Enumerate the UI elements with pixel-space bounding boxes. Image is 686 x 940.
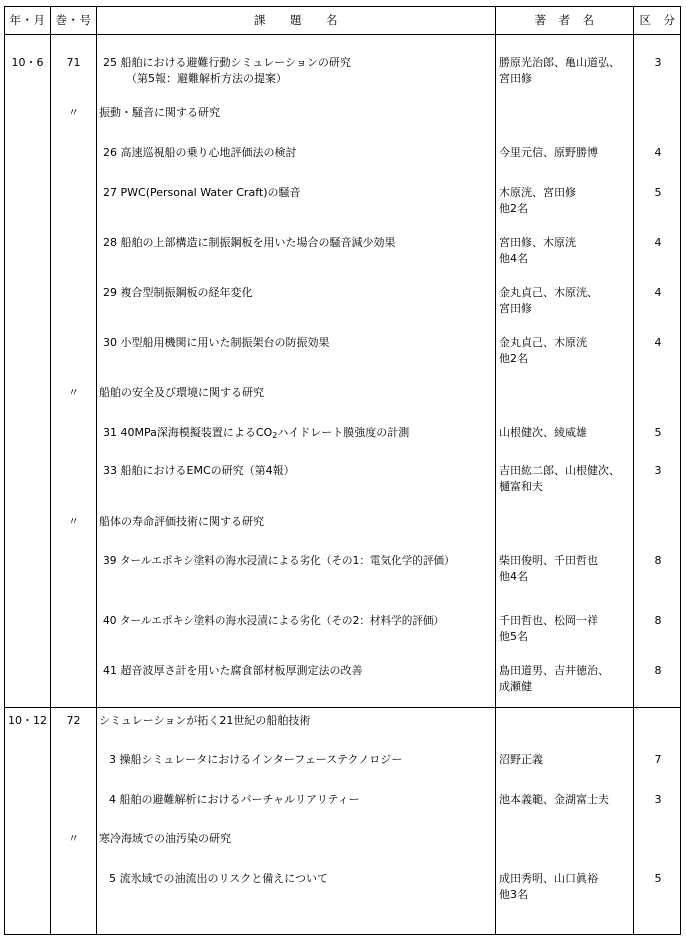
paper-authors-cont: 他4名	[499, 252, 528, 265]
row-volume: 71	[66, 56, 81, 69]
paper-authors-cont: 樋富和夫	[499, 480, 543, 493]
paper-authors: 吉田紘二郎、山根健次、	[499, 464, 620, 477]
paper-number: 39	[103, 555, 117, 567]
volume-separator	[5, 707, 680, 708]
paper-category: 4	[654, 236, 662, 249]
paper-title: 41 超音波厚さ計を用いた腐食部材板厚測定法の改善	[103, 664, 363, 677]
paper-title: 28 船舶の上部構造に制振鋼板を用いた場合の騒音減少効果	[103, 236, 396, 249]
row-date: 10・6	[11, 56, 44, 69]
group-title: 寒冷海域での油汚染の研究	[99, 832, 231, 845]
row-volume: 72	[66, 714, 81, 727]
paper-subtitle: （第5報：避難解析方法の提案）	[126, 72, 287, 85]
paper-number: 26	[103, 146, 117, 159]
paper-number: 3	[109, 753, 116, 766]
paper-category: 8	[654, 554, 662, 567]
paper-number: 29	[103, 286, 117, 299]
group-title: 船体の寿命評価技術に関する研究	[99, 515, 264, 528]
paper-authors: 金丸貞己、木原洸	[499, 336, 587, 349]
column-divider	[96, 7, 97, 934]
paper-category: 5	[654, 872, 662, 885]
ditto-mark: 〃	[68, 832, 79, 845]
paper-authors-cont: 他2名	[499, 202, 528, 215]
paper-number: 40	[103, 615, 117, 627]
group-title: シミュレーションが拓く21世紀の船舶技術	[99, 714, 311, 727]
paper-category: 7	[654, 753, 662, 766]
paper-category: 3	[654, 56, 662, 69]
paper-title: 30 小型船用機関に用いた制振架台の防振効果	[103, 336, 330, 349]
subscript: 2	[272, 431, 278, 440]
paper-number: 30	[103, 336, 117, 349]
header-date: 年・月	[9, 13, 46, 27]
paper-number: 4	[109, 793, 116, 806]
paper-authors: 山根健次、綾威雄	[499, 426, 587, 439]
paper-category: 8	[654, 664, 662, 677]
paper-category: 4	[654, 146, 662, 159]
paper-title: 29 複合型制振鋼板の経年変化	[103, 286, 253, 299]
header-authors: 著 者 名	[534, 13, 595, 27]
paper-number: 25	[103, 56, 117, 69]
paper-authors: 柴田俊明、千田哲也	[499, 554, 598, 567]
paper-title: 26 高速巡視船の乗り心地評価法の検討	[103, 146, 297, 159]
paper-authors-cont: 他4名	[499, 570, 528, 583]
paper-category: 4	[654, 286, 662, 299]
paper-title: 3 操船シミュレータにおけるインターフェーステクノロジー	[109, 753, 403, 766]
paper-number: 33	[103, 464, 117, 477]
paper-title: 40 タールエポキシ塗料の海水浸漬による劣化（その2：材料学的評価）	[103, 615, 445, 627]
paper-category: 4	[654, 336, 662, 349]
paper-title: 39 タールエポキシ塗料の海水浸漬による劣化（その1：電気化学的評価）	[103, 555, 455, 567]
paper-authors: 沼野正義	[499, 753, 543, 766]
paper-title: 4 船舶の避難解析におけるバーチャルリアリティー	[109, 793, 360, 806]
table-header	[5, 7, 680, 35]
ditto-mark: 〃	[68, 515, 79, 528]
publication-table	[4, 6, 681, 935]
header-title: 課 題 名	[254, 13, 338, 27]
paper-authors: 島田道男、吉井徳治、	[499, 664, 609, 677]
paper-authors: 金丸貞己、木原洸、	[499, 286, 598, 299]
paper-authors-cont: 他3名	[499, 888, 528, 901]
paper-number: 31	[103, 426, 117, 439]
paper-authors-cont: 他2名	[499, 352, 528, 365]
ditto-mark: 〃	[68, 386, 79, 399]
paper-title: 27 PWC(Personal Water Craft)の騒音	[103, 186, 301, 199]
paper-authors: 千田哲也、松岡一祥	[499, 614, 598, 627]
paper-category: 5	[654, 426, 662, 439]
paper-number: 41	[103, 664, 117, 677]
paper-authors: 池本義範、金湖富士夫	[499, 793, 609, 806]
row-date: 10・12	[8, 714, 47, 727]
paper-number: 27	[103, 186, 117, 199]
header-volume: 巻・号	[55, 13, 92, 27]
paper-authors-cont: 宮田修	[499, 72, 532, 85]
paper-authors-cont: 成瀬健	[499, 680, 532, 693]
header-category: 区 分	[639, 13, 676, 27]
paper-category: 5	[654, 186, 662, 199]
paper-title: 5 流氷域での油流出のリスクと備えについて	[109, 872, 329, 885]
ditto-mark: 〃	[68, 106, 79, 119]
paper-authors-cont: 宮田修	[499, 302, 532, 315]
paper-authors-cont: 他5名	[499, 630, 528, 643]
paper-authors: 今里元信、原野勝博	[499, 146, 598, 159]
paper-category: 3	[654, 464, 662, 477]
paper-authors: 勝原光治郎、亀山道弘、	[499, 56, 620, 69]
group-title: 船舶の安全及び環境に関する研究	[99, 386, 264, 399]
paper-authors: 成田秀明、山口眞裕	[499, 872, 598, 885]
paper-authors: 宮田修、木原洸	[499, 236, 576, 249]
paper-authors: 木原洸、宮田修	[499, 186, 576, 199]
paper-category: 3	[654, 793, 662, 806]
paper-number: 5	[109, 872, 116, 885]
paper-number: 28	[103, 236, 117, 249]
paper-title: 25 船舶における避難行動シミュレーションの研究	[103, 56, 351, 69]
paper-title: 31 40MPa深海模擬装置による$CO_2$ハイドレート膜強度の計測	[103, 426, 410, 440]
column-divider	[50, 7, 51, 934]
paper-title: 33 船舶におけるEMCの研究（第4報）	[103, 464, 295, 477]
paper-category: 8	[654, 614, 662, 627]
group-title: 振動・騒音に関する研究	[99, 106, 220, 119]
